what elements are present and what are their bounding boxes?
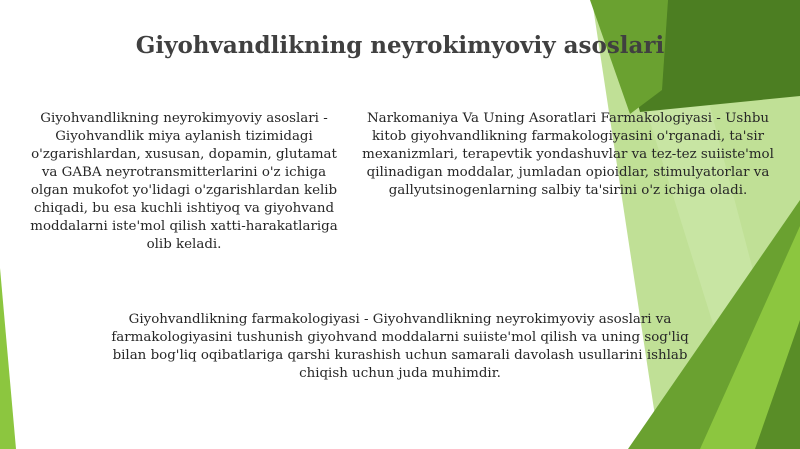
left-green-shard: [0, 268, 16, 449]
text-block-left: Giyohvandlikning neyrokimyoviy asoslari - Giyohvandlik miya aylanish tizimidagi o'zgarishlardan, xususan, dopamin, glutamat va GABA neyrotransmitterlarini o'z ichiga olgan mukofot yo'lidagi o'zgarishlardan kelib chiqadi, bu esa kuchli ishtiyoq va giyohvand moddalarni iste'mol qilish xatti-harakatlariga olib keladi.: [30, 111, 338, 252]
slide-title: Giyohvandlikning neyrokimyoviy asoslari: [135, 32, 665, 59]
text-block-bottom: Giyohvandlikning farmakologiyasi - Giyohvandlikning neyrokimyoviy asoslari va farmakologiyasini tushunish giyohvand moddalarni suiiste'mol qilish va uning sog'liq bilan bog'liq oqibatlariga qarshi kurashish uchun samarali davolash usullarini ishlab chiqish uchun juda muhimdir.: [111, 312, 689, 381]
text-block-right: Narkomaniya Va Uning Asoratlari Farmakologiyasi - Ushbu kitob giyohvandlikning farmakologiyasini o'rganadi, ta'sir mexanizmlari, terapevtik yondashuvlar va tez-tez suiiste'mol qilinadigan moddalar, jumladan opioidlar, stimulyatorlar va gallyutsinogenlarning salbiy ta'sirini o'z ichiga oladi.: [362, 111, 774, 198]
